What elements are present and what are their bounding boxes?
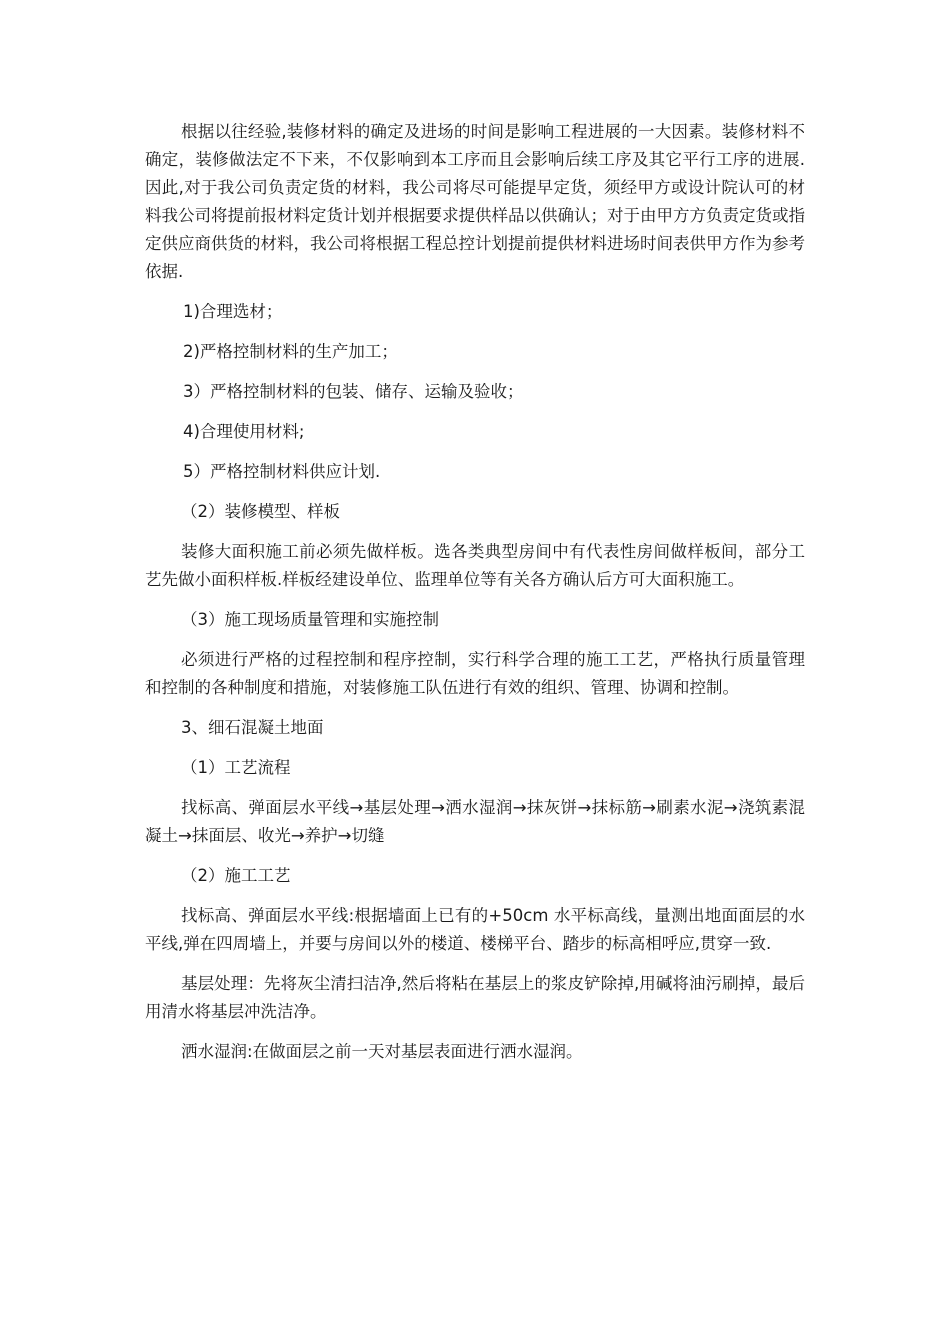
document-body (145, 118, 805, 1078)
section-heading-craft: （2）施工工艺 (181, 866, 291, 885)
section-heading-flow: （1）工艺流程 (181, 758, 291, 777)
section-heading-site: （3）施工现场质量管理和实施控制 (181, 610, 439, 629)
list-item: 2)严格控制材料的生产加工； (183, 342, 398, 361)
craft-paragraph-3: 洒水湿润:在做面层之前一天对基层表面进行洒水湿润。 (181, 1042, 583, 1061)
list-item: 3）严格控制材料的包装、储存、运输及验收； (183, 382, 524, 401)
site-paragraph: 必须进行严格的过程控制和程序控制，实行科学合理的施工工艺，严格执行质量管理和控制的各种制度和措施，对装修施工队伍进行有效的组织、管理、协调和控制。 (145, 650, 805, 697)
flow-paragraph: 找标高、弹面层水平线→基层处理→洒水湿润→抹灰饼→抹标筋→刷素水泥→浇筑素混凝土→抹面层、收光→养护→切缝 (145, 798, 805, 845)
intro-paragraph: 根据以往经验,装修材料的确定及进场的时间是影响工程进展的一大因素。装修材料不确定，装修做法定不下来，不仅影响到本工序而且会影响后续工序及其它平行工序的进展.因此,对于我公司负责定货的材料，我公司将尽可能提早定货，须经甲方或设计院认可的材料我公司将提前报材料定货计划并根据要求提供样品以供确认；对于由甲方方负责定货或指定供应商供货的材料，我公司将根据工程总控计划提前提供材料进场时间表供甲方作为参考依据. (145, 122, 805, 281)
list-item: 4)合理使用材料; (183, 422, 305, 441)
craft-paragraph-2: 基层处理：先将灰尘清扫洁净,然后将粘在基层上的浆皮铲除掉,用碱将油污刷掉，最后用清水将基层冲洗洁净。 (145, 974, 805, 1021)
list-item: 5）严格控制材料供应计划. (183, 462, 381, 481)
craft-paragraph-1: 找标高、弹面层水平线:根据墙面上已有的+50cm 水平标高线，量测出地面面层的水平线,弹在四周墙上，并要与房间以外的楼道、楼梯平台、踏步的标高相呼应,贯穿一致. (145, 906, 805, 953)
list-item: 1)合理选材； (183, 302, 283, 321)
section-heading-model: （2）装修模型、样板 (181, 502, 340, 521)
model-paragraph: 装修大面积施工前必须先做样板。选各类典型房间中有代表性房间做样板间，部分工艺先做小面积样板.样板经建设单位、监理单位等有关各方确认后方可大面积施工。 (145, 542, 805, 589)
section-heading-floor: 3、细石混凝土地面 (181, 718, 324, 737)
